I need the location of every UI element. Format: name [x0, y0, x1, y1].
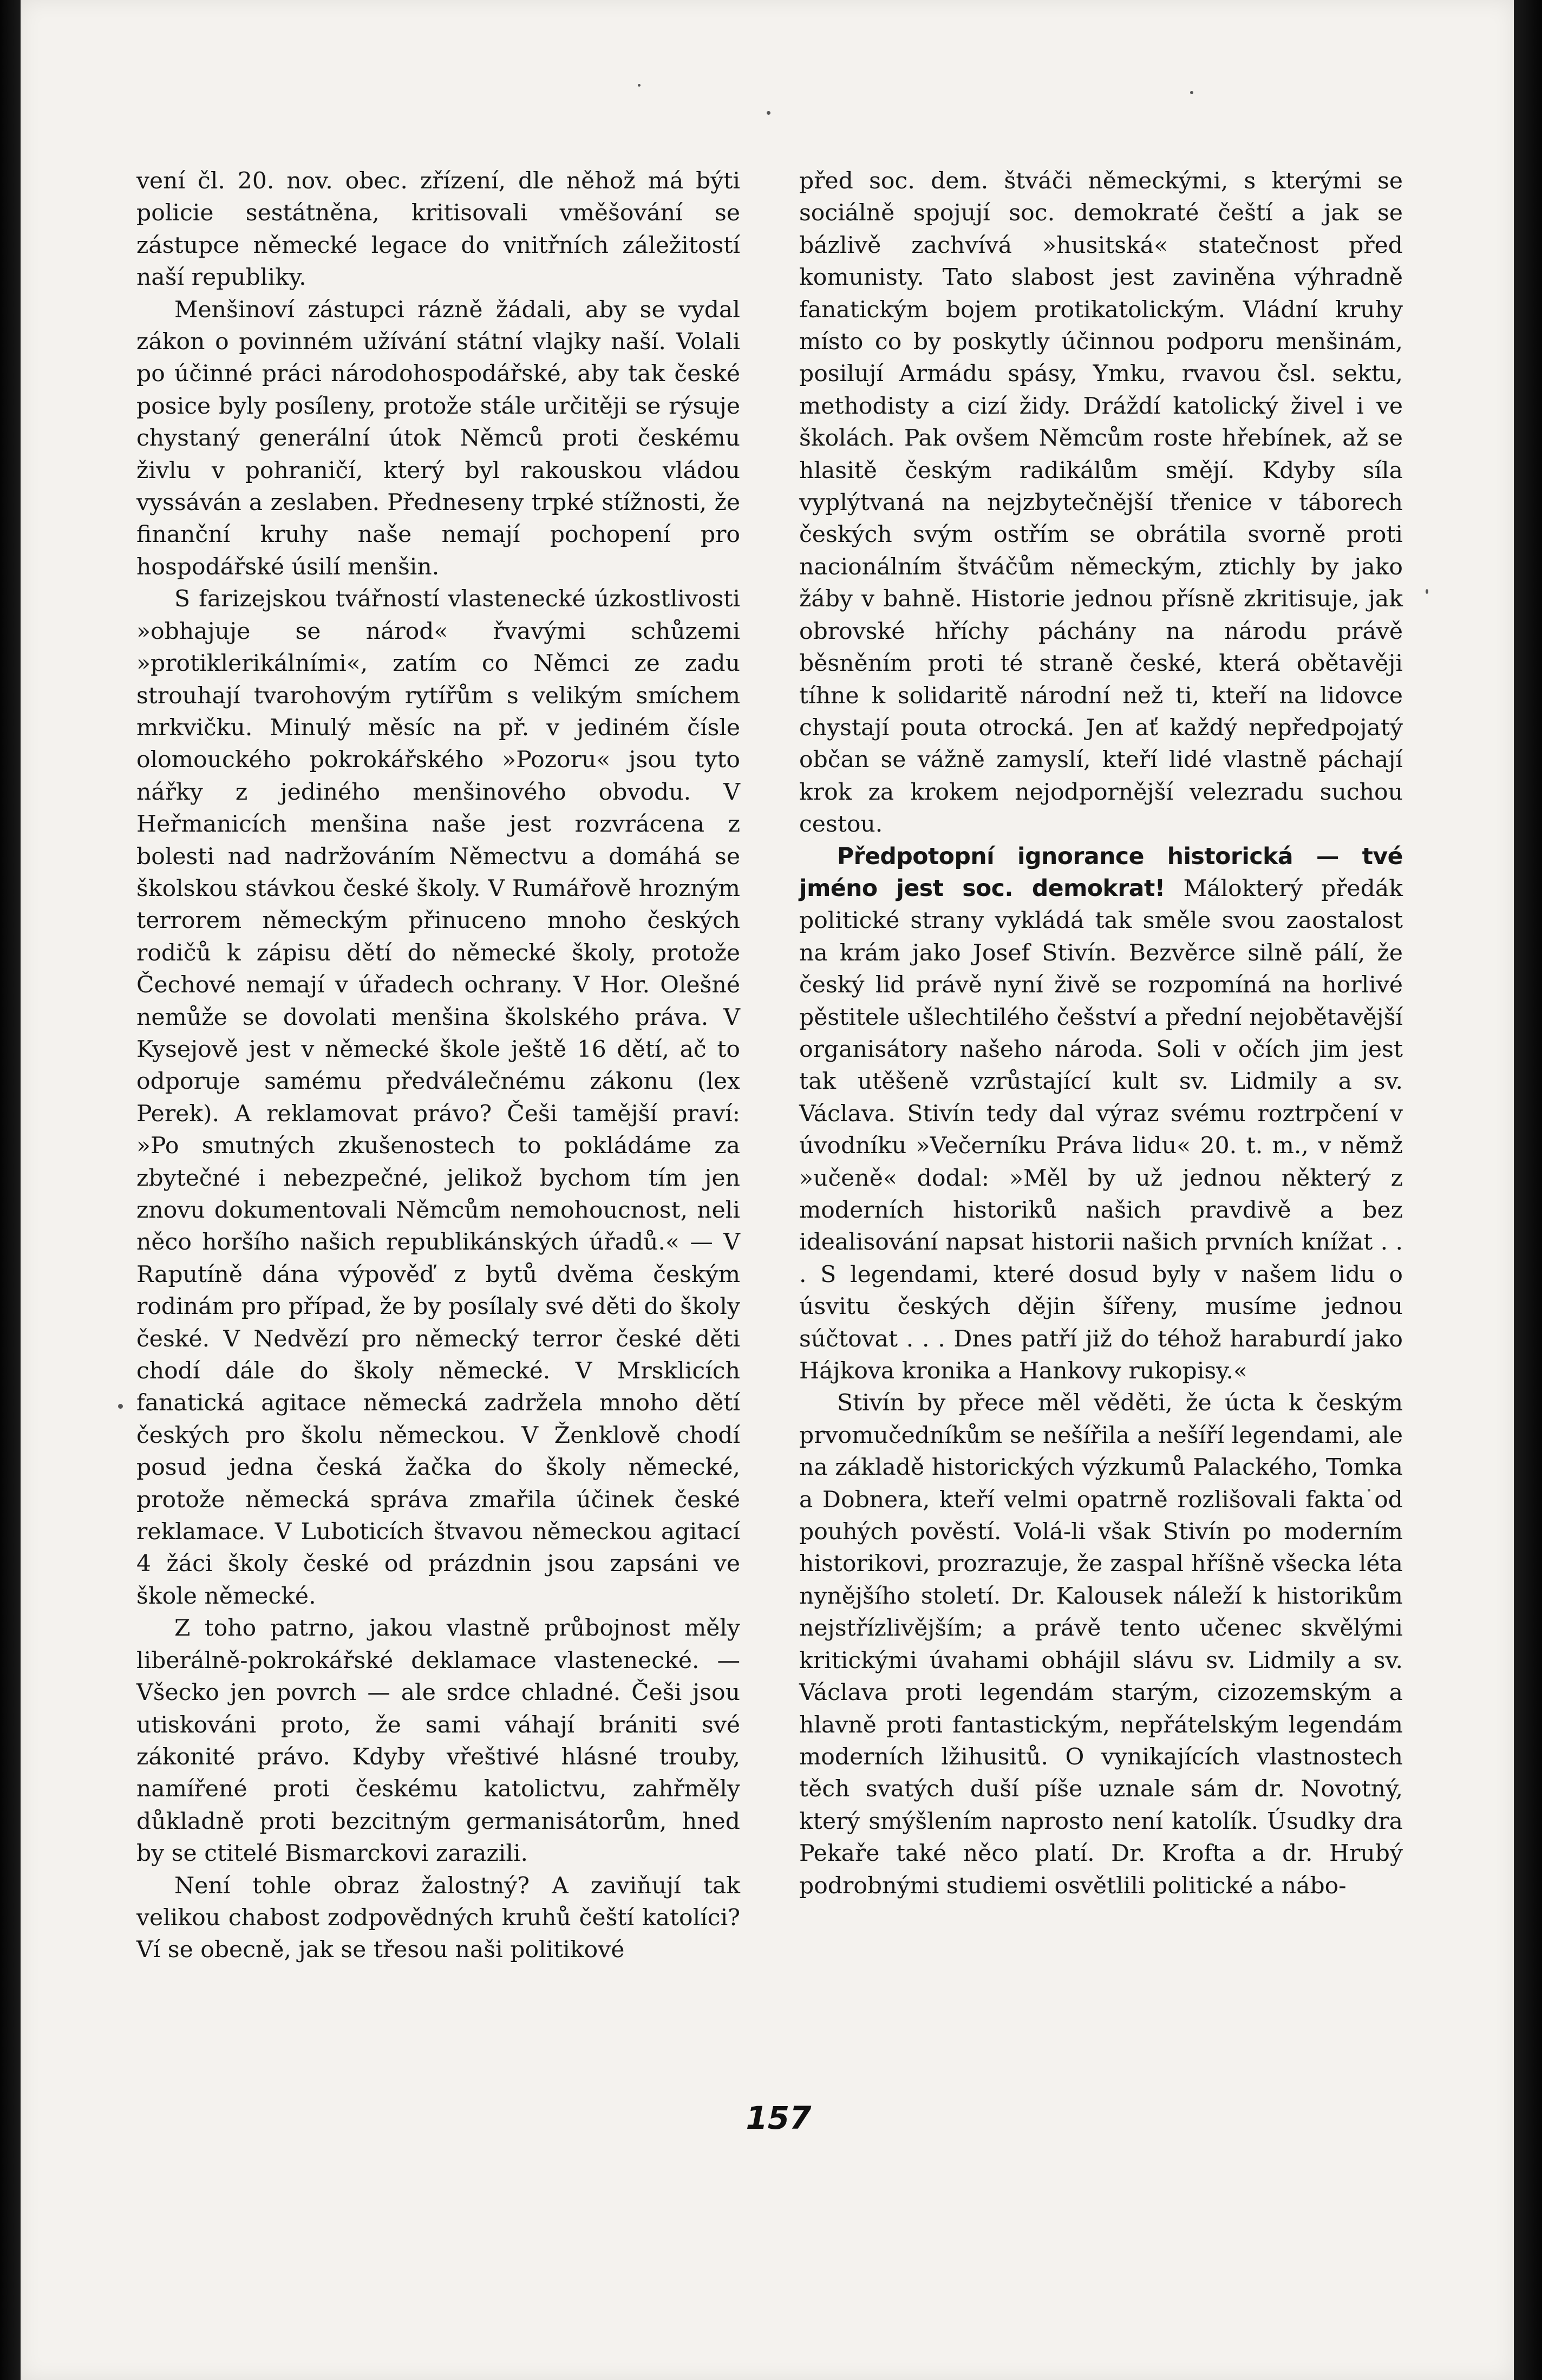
scan-right-border	[1514, 0, 1542, 2380]
bold-lead-phrase: Předpotopní ignorance historická — tvé jméno jest soc. demokrat!	[799, 843, 1403, 902]
paragraph-with-bold-lead	[799, 841, 1403, 1388]
paragraph-text: Málokterý předák politické strany vykládá tak směle svou zaostalost na krám jako Josef Stivín. Bezvěrce silně pálí, že český lid právě nyní živě se rozpomíná na horlivé pěstitele ušlechtilého češství a přední nejobětavější organisátory našeho národa. Soli v očích jim jest tak utěšeně vzrůstající kult sv. Lidmily a sv. Václava. Stivín tedy dal výraz svému roztrpčení v úvodníku »Večerníku Práva lidu« 20. t. m., v němž »učeně« dodal: »Měl by už jednou některý z moderních historiků našich pravdivě a bez idealisování napsat historii našich prvních knížat . . . S legendami, které dosud byly v našem lidu o úsvitu českých dějin šířeny, musíme jednou súčtovat . . . Dnes patří již do téhož haraburdí jako Hájkova kronika a Hankovy rukopisy.«	[799, 875, 1403, 1385]
right-text-column	[799, 165, 1403, 1902]
scan-speck	[118, 1404, 123, 1409]
paragraph: před soc. dem. štváči německými, s kterými se sociálně spojují soc. demokraté čeští a jak se bázlivě zachvívá »husitská« statečnost před komunisty. Tato slabost jest zaviněna výhradně fanatickým bojem protikatolickým. Vládní kruhy místo co by poskytly účinnou podporu menšinám, posilují Armádu spásy, Ymku, rvavou čsl. sektu, methodisty a cizí židy. Dráždí katolický živel i ve školách. Pak ovšem Němcům roste hřebínek, až se hlasitě českým radikálům smějí. Kdyby síla vyplýtvaná na nejzbytečnější třenice v táborech českých svým ostřím se obrátila svorně proti nacionálním štváčům německým, ztichly by jako žáby v bahně. Historie jednou přísně zkritisuje, jak obrovské hříchy páchány na národu právě běsněním proti té straně české, která obětavěji tíhne k solidaritě národní než ti, kteří na lidovce chystají pouta otrocká. Jen ať každý nepředpojatý občan se vážně zamyslí, kteří lidé vlastně páchají krok za krokem nejodpornější velezradu suchou cestou.	[799, 168, 1403, 838]
paragraph: vení čl. 20. nov. obec. zřízení, dle něhož má býti policie sestátněna, kritisovali vměšování se zástupce německé legace do vnitřních záležitostí naší republiky.	[136, 168, 740, 291]
paragraph: S farizejskou tvářností vlastenecké úzkostlivosti »obhajuje se národ« řvavými schůzemi »protiklerikálními«, zatím co Němci ze zadu strouhají tvarohovým rytířům s velikým smíchem mrkvičku. Minulý měsíc na př. v jediném čísle olomouckého pokrokářského »Pozoru« jsou tyto nářky z jediného menšinového obvodu. V Heřmanicích menšina naše jest rozvrácena z bolesti nad nadržováním Němectvu a domáhá se školskou stávkou české školy. V Rumářově hrozným terrorem německým přinuceno mnoho českých rodičů k zápisu dětí do německé školy, protože Čechové nemají v úřadech ochrany. V Hor. Olešné nemůže se dovolati menšina školského práva. V Kysejově jest v německé škole ještě 16 dětí, ač to odporuje samému předválečnému zákonu (lex Perek). A reklamovat právo? Češi tamější praví: »Po smutných zkušenostech to pokládáme za zbytečné i nebezpečné, jelikož bychom tím jen znovu dokumentovali Němcům nemohoucnost, neli něco horšího našich republikánských úřadů.« — V Raputíně dána výpověď z bytů dvěma českým rodinám pro případ, že by posílaly své děti do školy české. V Nedvězí pro německý terror české děti chodí dále do školy německé. V Mrsklicích fanatická agitace německá zadržela mnoho dětí českých pro školu německou. V Ženklově chodí posud jedna česká žačka do školy německé, protože německá správa zmařila účinek české reklamace. V Luboticích štvavou německou agitací 4 žáci školy české od prázdnin jsou zapsáni ve škole německé.	[136, 586, 740, 1610]
scanned-page	[21, 0, 1514, 2380]
scan-speck	[767, 111, 770, 115]
scan-speck	[638, 84, 641, 87]
paragraph: Není tohle obraz žalostný? A zaviňují tak velikou chabost zodpovědných kruhů čeští katolíci? Ví se obecně, jak se třesou naši politikové	[136, 1872, 740, 1964]
scan-speck	[1426, 589, 1428, 594]
scan-speck	[1190, 91, 1193, 94]
paragraph: Stivín by přece měl věděti, že úcta k českým prvomučedníkům se nešířila a nešíří legendami, ale na základě historických výzkumů Palackého, Tomka a Dobnera, kteří velmi opatrně rozlišovali fakta od pouhých pověstí. Volá-li však Stivín po moderním historikovi, prozrazuje, že zaspal hříšně všecka léta nynějšího století. Dr. Kalousek náleží k historikům nejstřízlivějším; a právě tento učenec skvělými kritickými úvahami obhájil slávu sv. Lidmily a sv. Václava proti legendám starým, cizozemským a hlavně proti fantastickým, nepřátelským legendám moderních lžihusitů. O vynikajících vlastnostech těch svatých duší píše uznale sám dr. Novotný, který smýšlením naprosto není katolík. Úsudky dra Pekaře také něco platí. Dr. Krofta a dr. Hrubý podrobnými studiemi osvětlili politické a nábo-	[799, 1390, 1403, 1899]
paragraph: Z toho patrno, jakou vlastně průbojnost měly liberálně-pokrokářské deklamace vlastenecké. — Všecko jen povrch — ale srdce chladné. Češi jsou utiskováni proto, že sami váhají brániti své zákonité právo. Kdyby vřeštivé hlásné trouby, namířené proti českému katolictvu, zahřměly důkladně proti bezcitným germanisátorům, hned by se ctitelé Bismarckovi zarazili.	[136, 1615, 740, 1867]
paragraph: Menšinoví zástupci rázně žádali, aby se vydal zákon o povinném užívání státní vlajky naší. Volali po účinné práci národohospodářské, aby tak české posice byly posíleny, protože stále určitěji se rýsuje chystaný generální útok Němců proti českému živlu v pohraničí, který byl rakouskou vládou vyssáván a zeslaben. Předneseny trpké stížnosti, že finanční kruhy naše nemají pochopení pro hospodářské úsilí menšin.	[136, 296, 740, 580]
page-number: 157	[746, 2100, 812, 2136]
scan-left-border	[0, 0, 21, 2380]
left-text-column	[136, 165, 740, 1966]
